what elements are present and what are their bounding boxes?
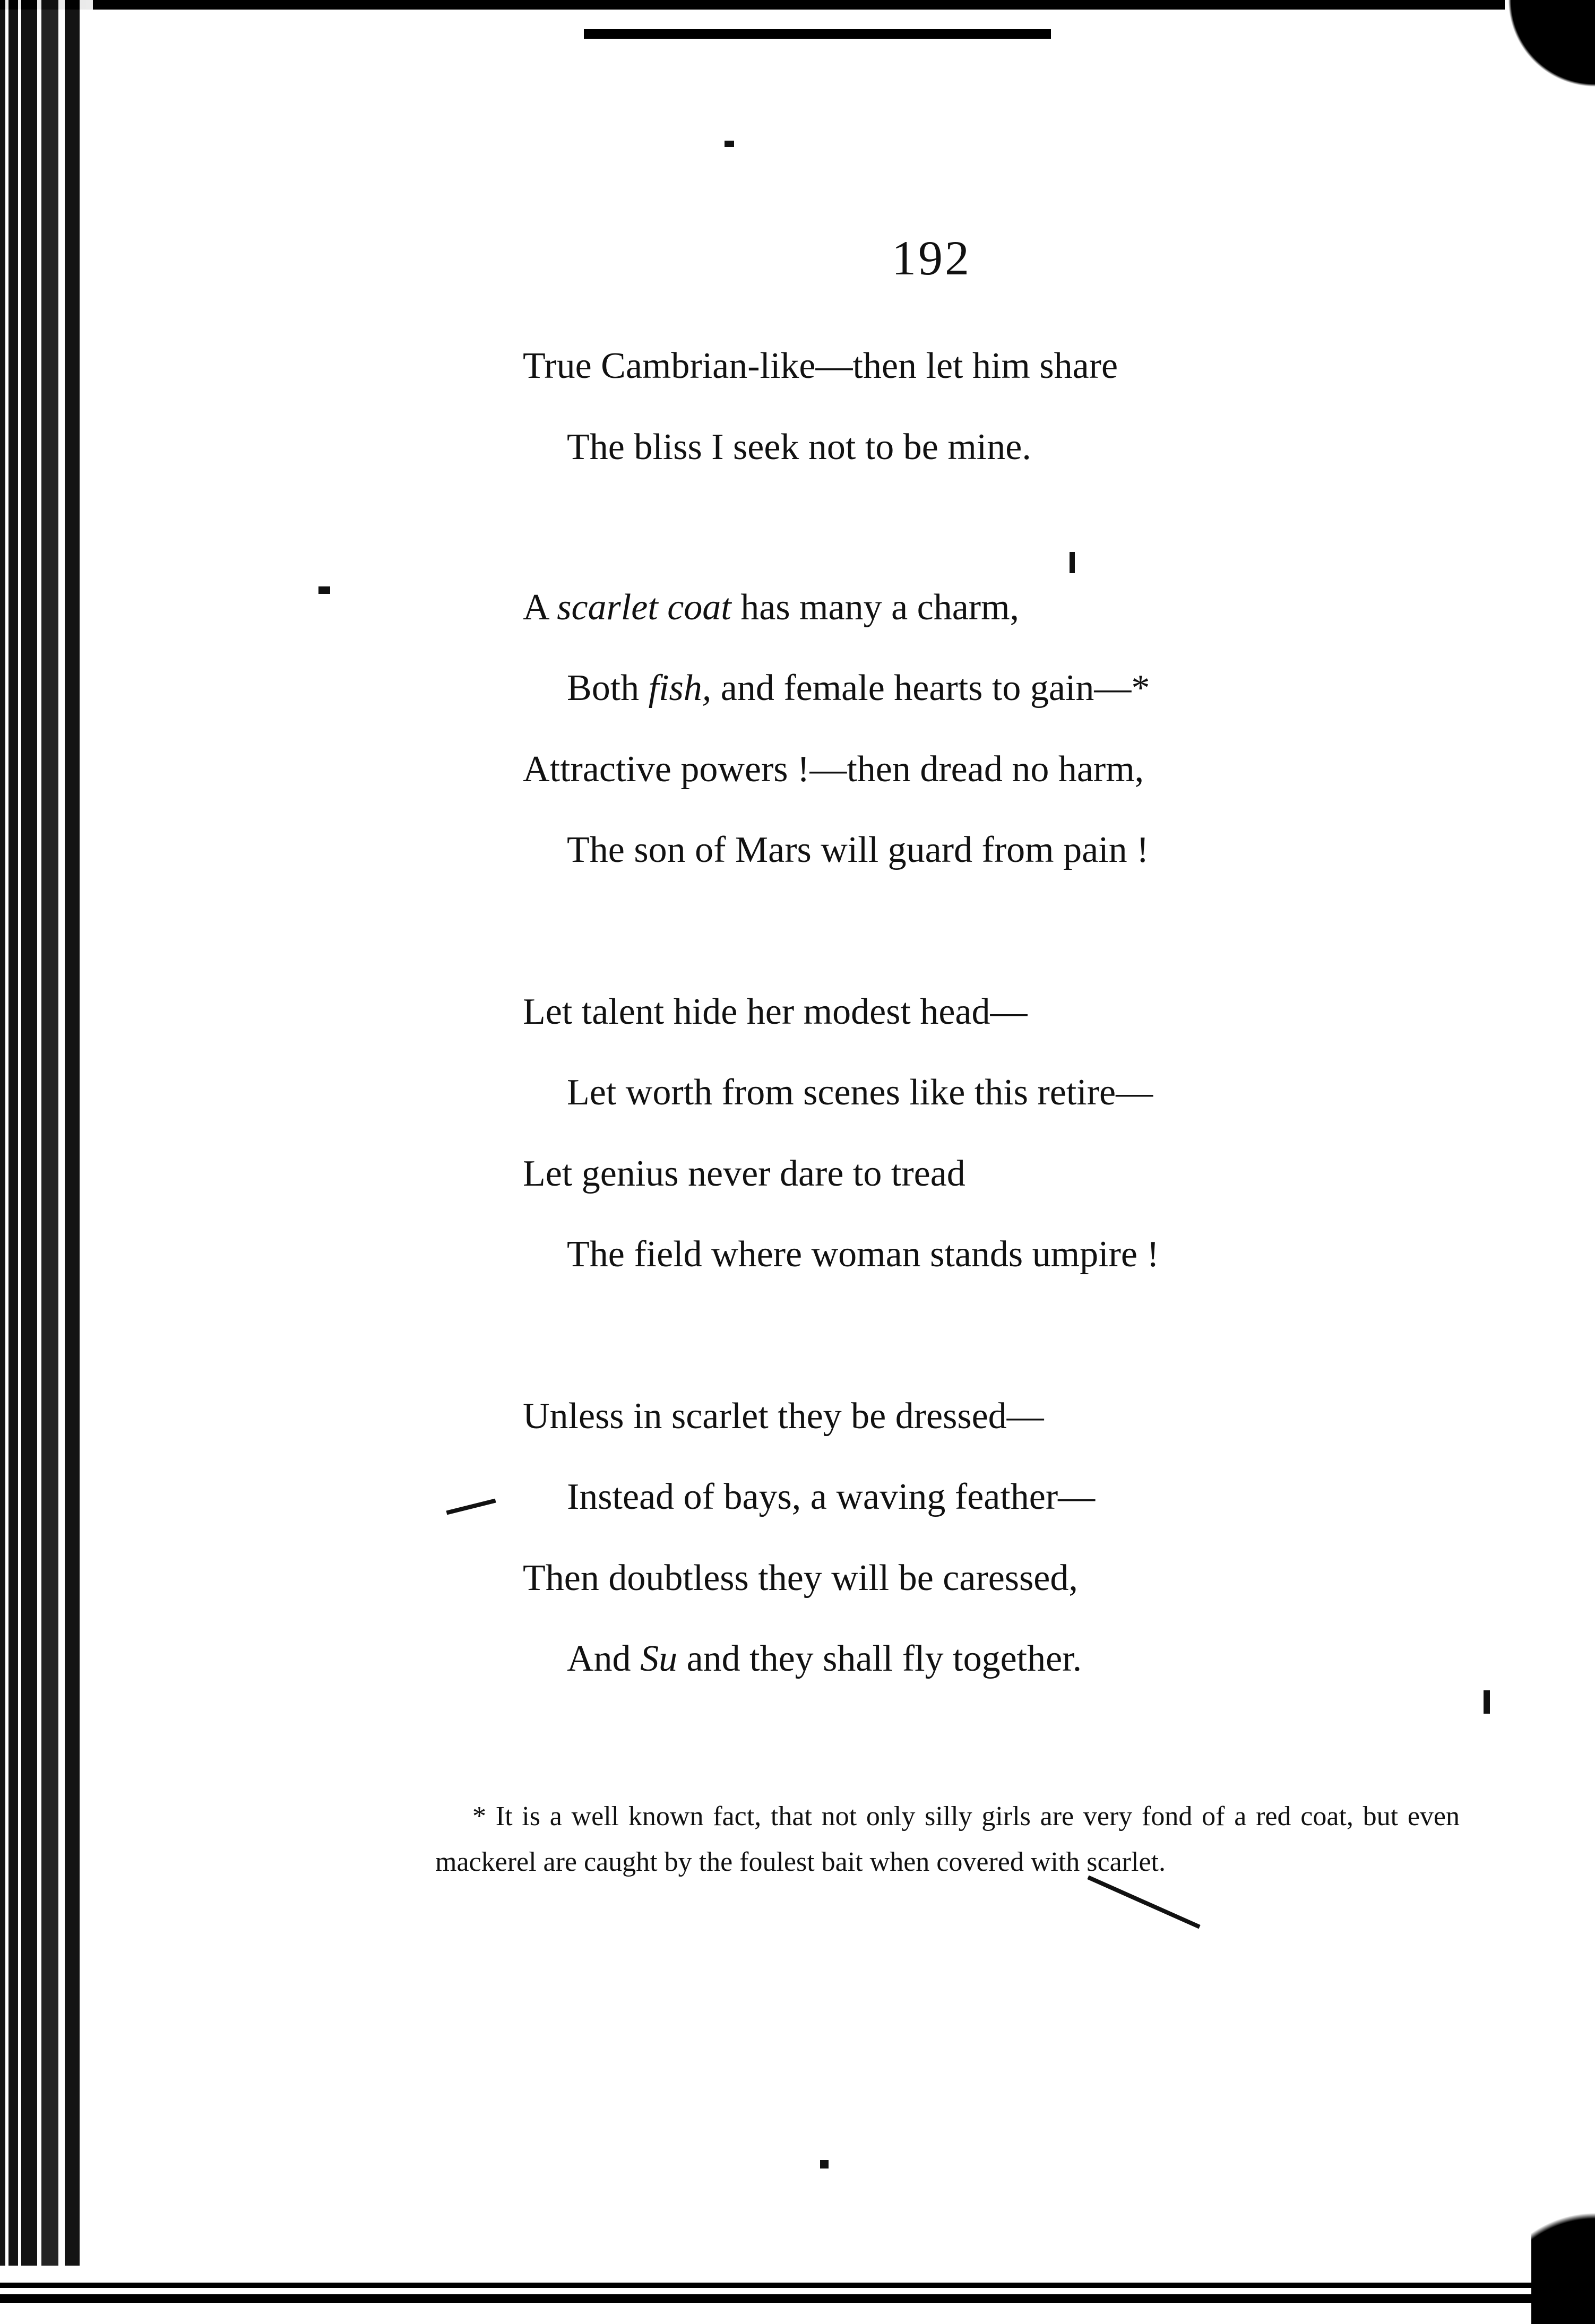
- verse-line: A scarlet coat has many a charm,: [523, 587, 1020, 628]
- scan-border-top-band: [584, 29, 1051, 39]
- italic-phrase: Su: [640, 1638, 678, 1679]
- scan-speck: [318, 586, 330, 594]
- scan-speck: [820, 2160, 829, 2169]
- scan-corner-top-right: [1505, 0, 1595, 101]
- verse-line: And Su and they shall fly together.: [567, 1638, 1082, 1679]
- verse-line: The bliss I seek not to be mine.: [567, 427, 1031, 468]
- verse-line: Instead of bays, a waving feather—: [567, 1476, 1096, 1517]
- scan-border-bottom: [0, 2266, 1595, 2324]
- scan-corner-bottom-right: [1531, 2144, 1595, 2324]
- page-number: 192: [892, 231, 971, 285]
- footnote: * It is a well known fact, that not only silly girls are very fond of a red coat, but even mackerel are caught by the foulest bait when covered with scarlet.: [435, 1801, 1460, 1877]
- verse-line: Let genius never dare to tread: [523, 1153, 965, 1194]
- italic-phrase: scarlet coat: [557, 587, 731, 628]
- verse-line: Then doubtless they will be caressed,: [523, 1558, 1078, 1599]
- verse-line: Let talent hide her modest head—: [523, 991, 1028, 1032]
- verse-line: The field where woman stands umpire !: [567, 1234, 1159, 1275]
- verse-line: Unless in scarlet they be dressed—: [523, 1396, 1044, 1437]
- scan-speck: [446, 1499, 496, 1515]
- scan-speck: [725, 141, 734, 147]
- verse-line: Let worth from scenes like this retire—: [567, 1072, 1153, 1113]
- verse-line: Both fish, and female hearts to gain—*: [567, 668, 1150, 709]
- verse-line: True Cambrian-like—then let him share: [523, 345, 1118, 386]
- scan-speck: [1070, 552, 1075, 573]
- scan-speck: [1484, 1690, 1490, 1714]
- scan-border-left: [0, 0, 93, 2324]
- verse-line: Attractive powers !—then dread no harm,: [523, 749, 1144, 790]
- italic-phrase: fish,: [648, 668, 712, 709]
- verse-line: The son of Mars will guard from pain !: [567, 830, 1149, 870]
